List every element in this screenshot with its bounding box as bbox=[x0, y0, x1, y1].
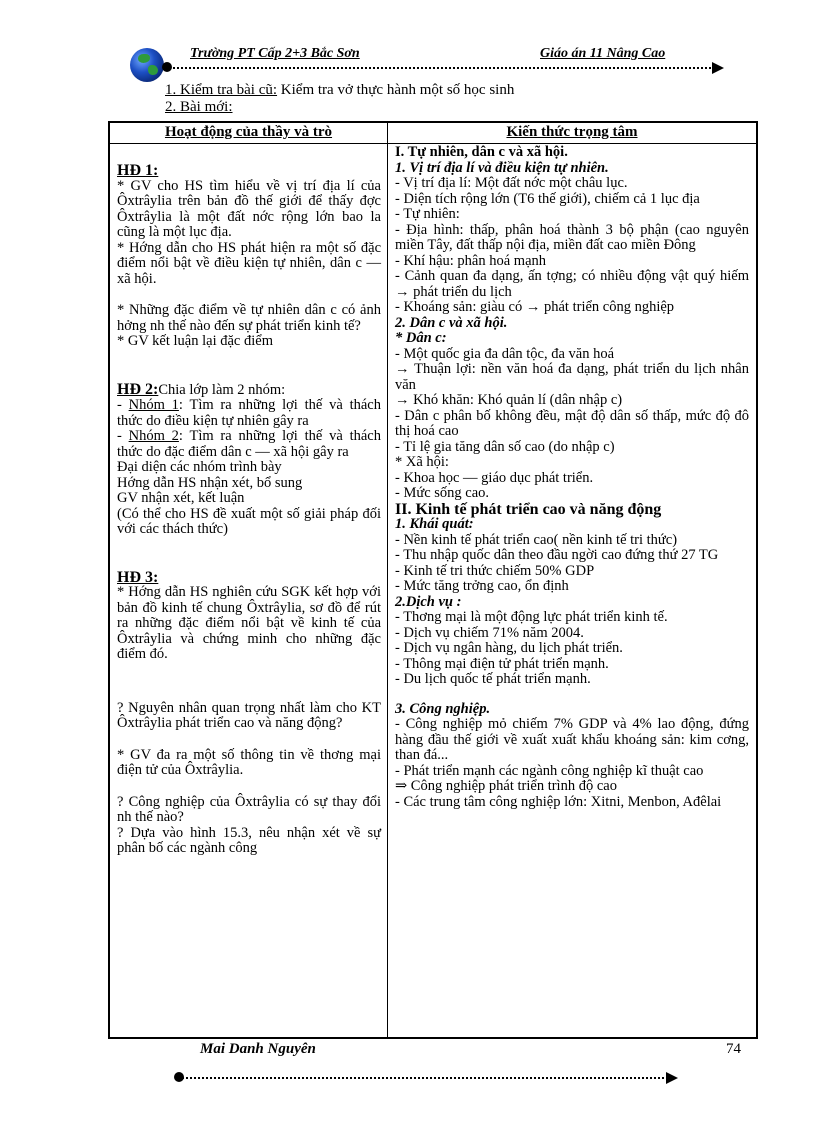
hd2-group-2: - Nhóm 2: Tìm ra những lợi thế và thách thức do đặc điểm dân c — xã hội gây ra bbox=[117, 428, 381, 460]
section-1-2-title: 2. Dân c và xã hội. bbox=[395, 314, 508, 331]
knowledge-line: - Khoa học — giáo dục phát triển. bbox=[395, 469, 594, 486]
hd1-title: HĐ 1: bbox=[117, 162, 159, 179]
knowledge-line: - Thông mại điện tử phát triển mạnh. bbox=[395, 655, 609, 672]
hd3-question-2: ? Công nghiệp của Ôxtrâylia có sự thay đổi nh thế nào? bbox=[117, 793, 381, 825]
knowledge-line: - Khoáng sản: giàu có → phát triển công nghiệp bbox=[395, 299, 675, 315]
knowledge-line: - Dịch vụ chiếm 71% năm 2004. bbox=[395, 624, 584, 641]
left-column bbox=[117, 163, 381, 857]
knowledge-line: - Một quốc gia đa dân tộc, đa văn hoá bbox=[395, 345, 615, 362]
hd3-question-3: ? Dựa vào hình 15.3, nêu nhận xét về sự phân bố các ngành công bbox=[117, 824, 381, 856]
column-divider bbox=[387, 123, 388, 1037]
hd2-paragraph-5: GV nhận xét, kết luận bbox=[117, 490, 245, 506]
hd3-paragraph-2: * GV đa ra một số thông tin về thơng mại điện tử của Ôxtrâylia. bbox=[117, 746, 381, 778]
page-number: 74 bbox=[726, 1041, 741, 1057]
header-school: Trường PT Cấp 2+3 Bắc Sơn bbox=[190, 46, 360, 61]
hd1-paragraph-2: * Hớng dẫn cho HS phát hiện ra một số đặc điểm nổi bật về điều kiện tự nhiên, dân c — xã hội. bbox=[117, 239, 381, 287]
lesson-table bbox=[108, 121, 758, 1039]
hd2-group-1: - Nhóm 1: Tìm ra những lợi thế và thách thức do điều kiện tự nhiên gây ra bbox=[117, 397, 381, 429]
intro-line-1-label: 1. Kiểm tra bài cũ: bbox=[165, 82, 278, 98]
knowledge-line: - Tự nhiên: bbox=[395, 206, 460, 222]
intro-line-2 bbox=[165, 99, 233, 116]
knowledge-line: - Thu nhập quốc dân theo đầu ngời cao đứng thứ 27 TG bbox=[395, 547, 719, 563]
hd2-title-rest: Chia lớp làm 2 nhóm: bbox=[158, 381, 286, 398]
hd2-group-2-text: : Tìm ra những lợi thế và thách thức do đặc điểm dân c — xã hội gây ra bbox=[117, 428, 381, 460]
header-divider bbox=[166, 67, 714, 69]
header-bullet-icon bbox=[162, 62, 172, 72]
footer-divider bbox=[178, 1077, 668, 1079]
knowledge-line: - Vị trí địa lí: Một đất nớc một châu lục. bbox=[395, 175, 628, 191]
knowledge-line: - Dân c phân bố không đều, mật độ dân số thấp, mức độ đô thị hoá cao bbox=[395, 407, 749, 439]
hd3-question-1: ? Nguyên nhân quan trọng nhất làm cho KT Ôxtrâylia phát triển cao và năng động? bbox=[117, 699, 381, 731]
knowledge-line: - Tỉ lệ gia tăng dân số cao (do nhập c) bbox=[395, 438, 615, 455]
header-arrow-icon bbox=[712, 62, 724, 74]
knowledge-line: - Công nghiệp mỏ chiếm 7% GDP và 4% lao động, đứng hàng đầu thế giới về xuất xuất khẩu khoáng sản: kim cơng, than đá... bbox=[395, 716, 749, 763]
header-subject: Giáo án 11 Nâng Cao bbox=[540, 46, 666, 61]
section-2-2-title: 2.Dịch vụ : bbox=[395, 593, 462, 610]
knowledge-line: - Phát triển mạnh các ngành công nghiệp kĩ thuật cao bbox=[395, 762, 704, 779]
knowledge-line: - Khí hậu: phân hoá mạnh bbox=[395, 252, 547, 269]
col-header-activities: Hoạt động của thầy và trò bbox=[164, 124, 333, 140]
hd2-title: HĐ 2: bbox=[117, 380, 159, 398]
hd2-group-1-label: Nhóm 1 bbox=[128, 397, 179, 413]
section-2-1-title: 1. Khái quát: bbox=[395, 516, 474, 532]
intro-line-1-text: Kiểm tra vở thực hành một số học sinh bbox=[277, 82, 515, 98]
hd2-group-2-label: Nhóm 2 bbox=[128, 428, 179, 444]
col-header-knowledge: Kiến thức trọng tâm bbox=[506, 124, 638, 140]
hd2-heading bbox=[117, 382, 381, 399]
section-2-3-title: 3. Công nghiệp. bbox=[395, 700, 491, 717]
knowledge-line: - Thơng mại là một động lực phát triển kinh tế. bbox=[395, 609, 668, 625]
knowledge-line: - Mức tăng trởng cao, ổn định bbox=[395, 578, 569, 594]
globe-logo-icon bbox=[130, 48, 164, 82]
knowledge-line: - Du lịch quốc tế phát triển mạnh. bbox=[395, 671, 591, 687]
knowledge-line: - Địa hình: thấp, phân hoá thành 3 bộ phận (cao nguyên miền Tây, đất thấp nội địa, miền đất cao miền Đông bbox=[395, 221, 749, 253]
hd2-paragraph-3: Đại diện các nhóm trình bày bbox=[117, 459, 282, 475]
knowledge-line: - Cảnh quan đa dạng, ấn tợng; có nhiều động vật quý hiếm → phát triển du lịch bbox=[395, 268, 749, 300]
hd2-group-1-text: : Tìm ra những lợi thế và thách thức do điều kiện tự nhiên gây ra bbox=[117, 397, 381, 429]
section-1-title: I. Tự nhiên, dân c và xã hội. bbox=[395, 144, 568, 160]
right-column bbox=[395, 145, 749, 810]
knowledge-line: → Thuận lợi: nền văn hoá đa dạng, phát triển du lịch nhân văn bbox=[395, 361, 749, 393]
hd2-paragraph-4: Hớng dẫn HS nhận xét, bổ sung bbox=[117, 474, 303, 491]
knowledge-line: - Diện tích rộng lớn (T6 thế giới), chiếm cả 1 lục địa bbox=[395, 190, 700, 207]
footer-bullet-icon bbox=[174, 1072, 184, 1082]
knowledge-line: - Mức sống cao. bbox=[395, 485, 490, 501]
knowledge-line: - Kinh tế tri thức chiếm 50% GDP bbox=[395, 562, 595, 579]
hd1-paragraph-1: * GV cho HS tìm hiểu về vị trí địa lí của Ôxtrâylia trên bản đồ thế giới để thấy đợc Ôxtrâylia là một đất nớc rộng lớn bao la cũng là một lục địa. bbox=[117, 177, 381, 240]
knowledge-line: - Dịch vụ ngân hàng, du lịch phát triển. bbox=[395, 640, 623, 656]
knowledge-line: - Các trung tâm công nghiệp lớn: Xitni, Menbon, Ađêlai bbox=[395, 793, 722, 810]
knowledge-line: - Nền kinh tế phát triển cao( nền kinh tế tri thức) bbox=[395, 531, 678, 548]
hd1-paragraph-3: * Những đặc điểm về tự nhiên dân c có ảnh hởng nh thế nào đến sự phát triển kinh tế? bbox=[117, 302, 381, 334]
hd3-paragraph-1: * Hớng dẫn HS nghiên cứu SGK kết hợp với bản đồ kinh tế chung Ôxtrâylia, sơ đồ để rút ra những đặc điểm nổi bật về kinh tế của Ôxtrâylia và chứng minh cho những đặc điểm đó. bbox=[117, 584, 381, 662]
knowledge-line: ⇒ Công nghiệp phát triển trình độ cao bbox=[395, 778, 617, 794]
knowledge-line: → Khó khăn: Khó quản lí (dân nhập c) bbox=[395, 392, 623, 408]
footer-arrow-icon bbox=[666, 1072, 678, 1084]
hd3-title: HĐ 3: bbox=[117, 568, 159, 586]
section-1-1-title: 1. Vị trí địa lí và điều kiện tự nhiên. bbox=[395, 159, 609, 176]
population-subtitle: * Dân c: bbox=[395, 330, 447, 346]
section-2-title: II. Kinh tế phát triển cao và năng động bbox=[395, 500, 662, 518]
hd2-paragraph-6: (Có thể cho HS đề xuất một số giải pháp đối với các thách thức) bbox=[117, 505, 381, 537]
intro-line-2-label: 2. Bài mới: bbox=[165, 99, 233, 115]
footer-author: Mai Danh Nguyên bbox=[200, 1041, 316, 1057]
hd1-paragraph-4: * GV kết luận lại đặc điểm bbox=[117, 333, 273, 349]
knowledge-line: * Xã hội: bbox=[395, 454, 449, 470]
intro-line-1 bbox=[165, 82, 514, 99]
